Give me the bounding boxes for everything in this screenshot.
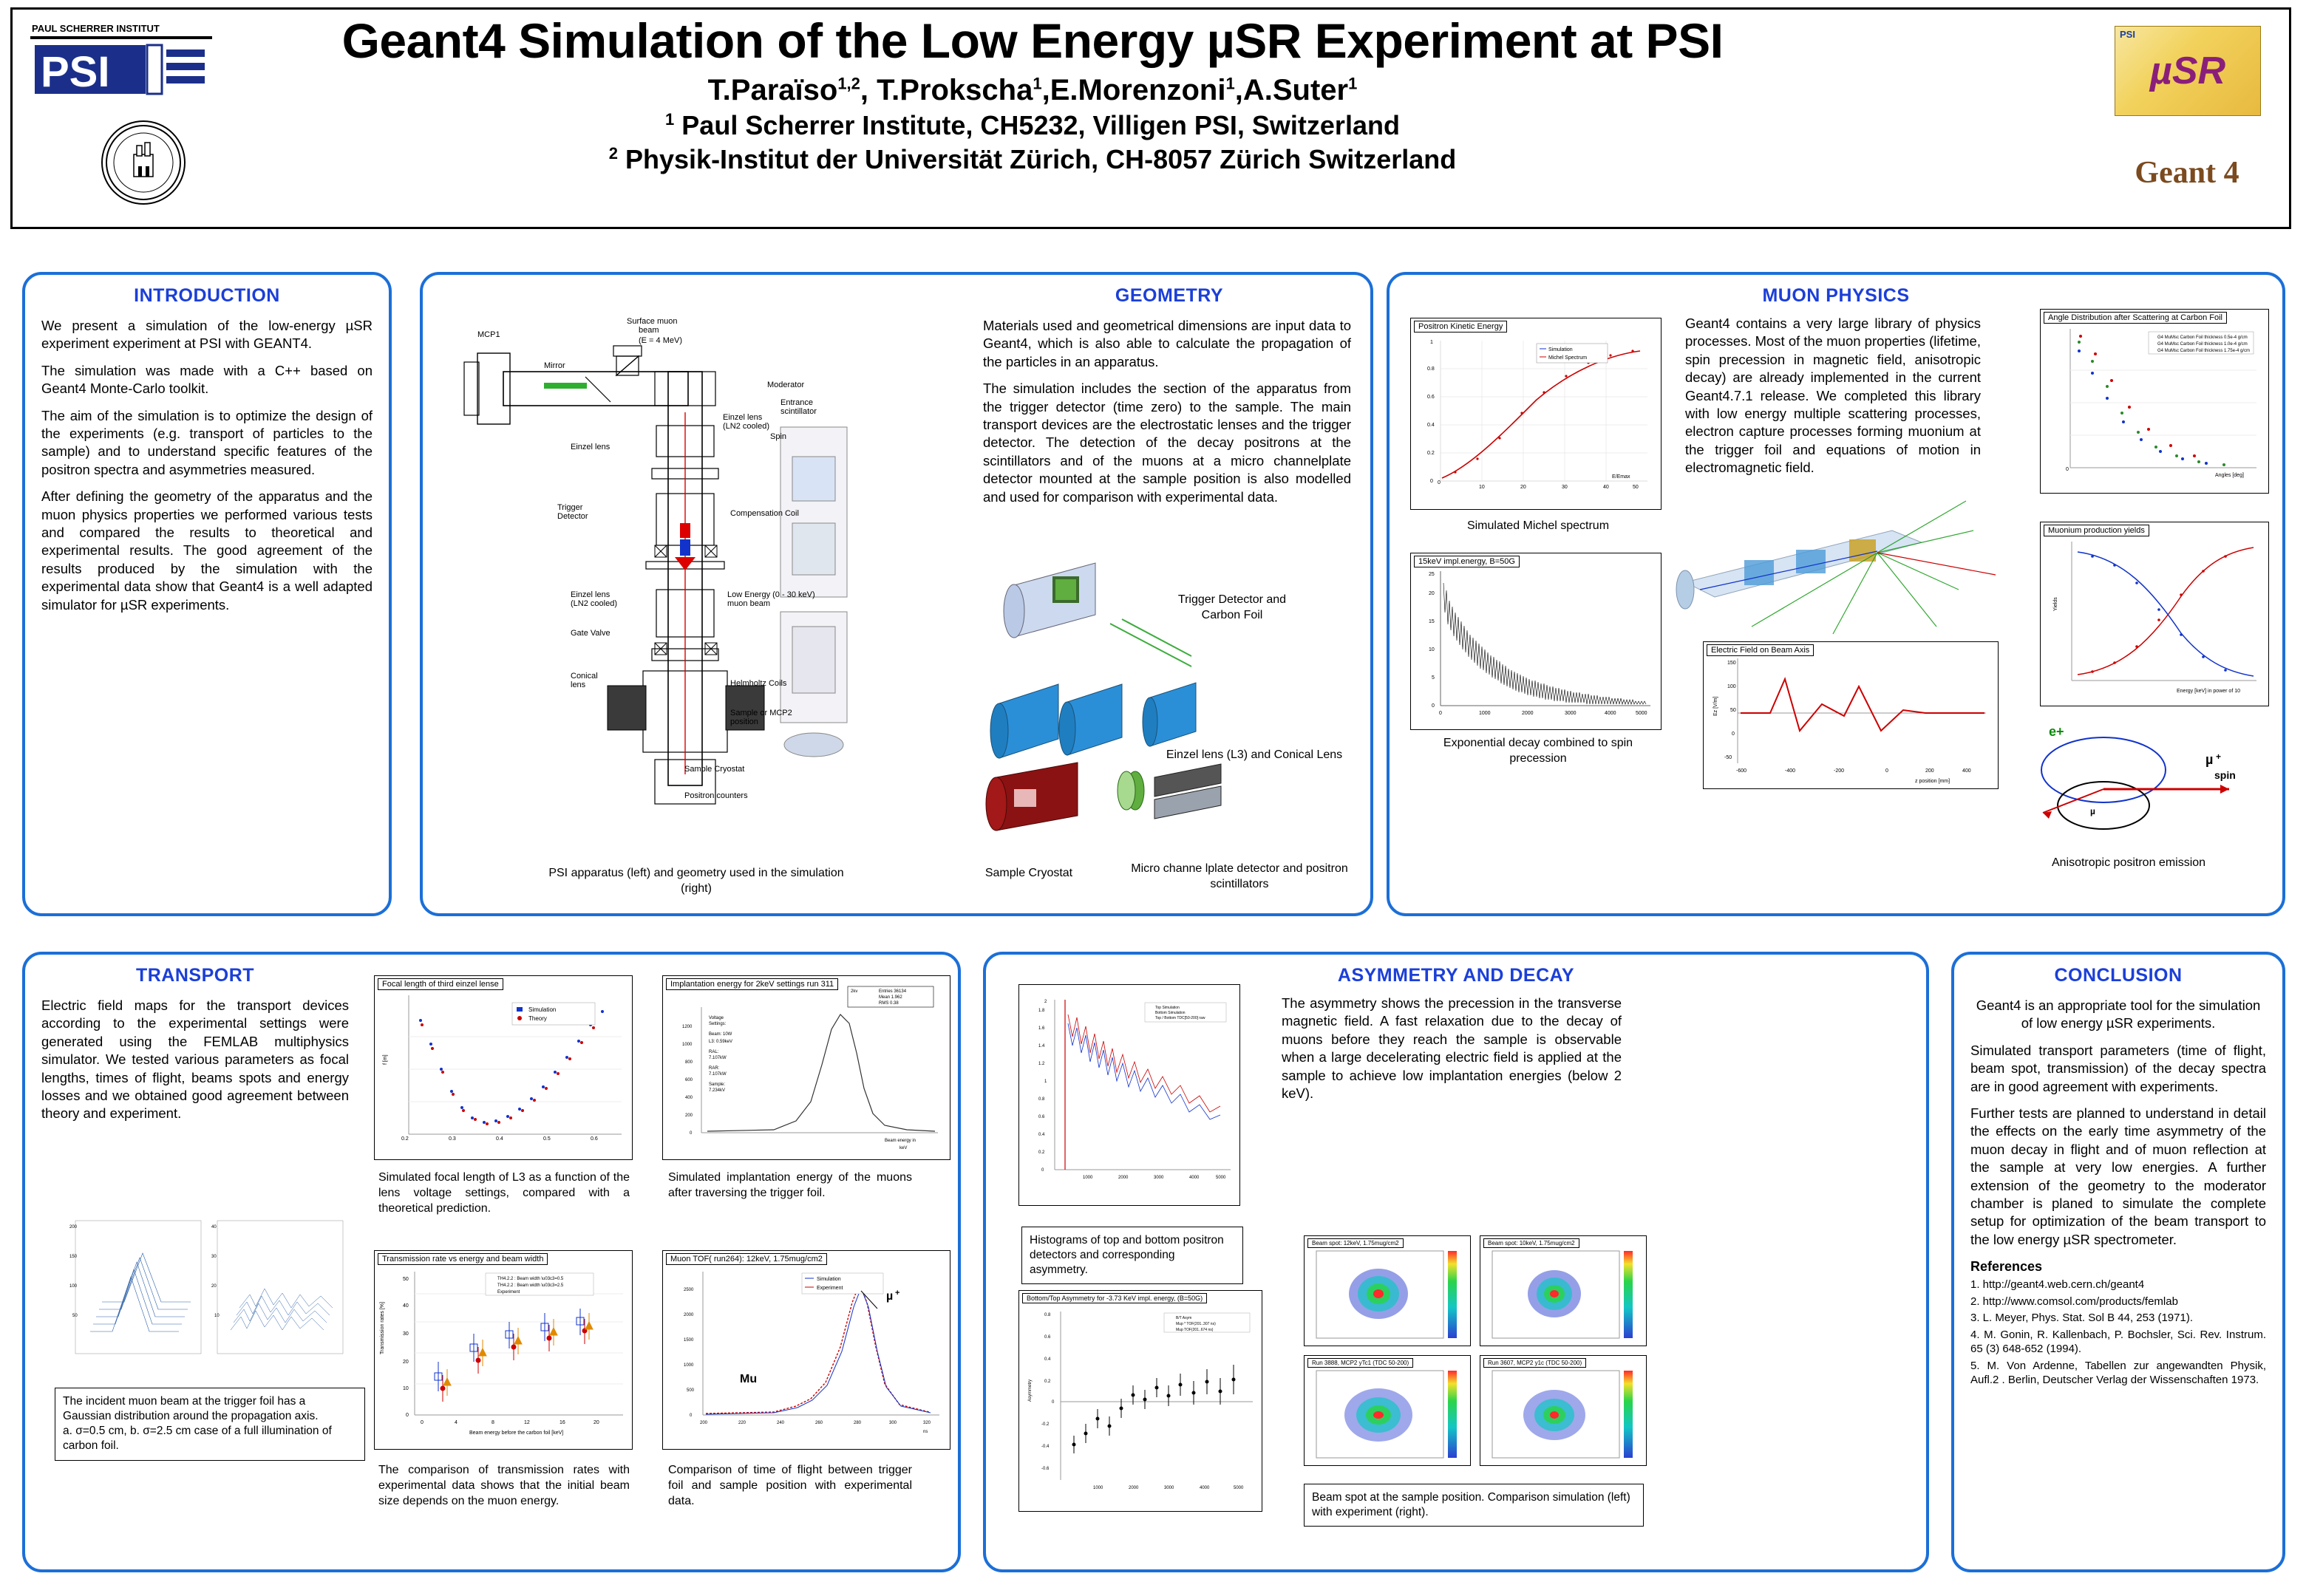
trigger-detector-caption: Trigger Detector and Carbon Foil bbox=[1177, 593, 1287, 621]
svg-text:260: 260 bbox=[815, 1421, 823, 1425]
svg-text:5000: 5000 bbox=[1234, 1486, 1244, 1490]
geometry-paragraph-2: The simulation includes the section of the apparatus from the trigger detector (time zero) to the sample. The main transport devices are the electrostatic lenses and the trigger detector. The detection of the decay positrons at the scintillators and of the muons at a micro channelplate detector mounted at the sample position is also modelled and used for comparison with experimental data. bbox=[983, 381, 1351, 505]
svg-text:Trigger: Trigger bbox=[557, 503, 583, 512]
svg-text:400: 400 bbox=[685, 1096, 693, 1100]
svg-text:PAUL SCHERRER INSTITUT: PAUL SCHERRER INSTITUT bbox=[32, 23, 160, 34]
svg-text:Beam energy before the carbon: Beam energy before the carbon foil [keV] bbox=[469, 1430, 564, 1436]
electric-field-title: Electric Field on Beam Axis bbox=[1707, 644, 1814, 656]
svg-text:20: 20 bbox=[211, 1284, 217, 1289]
svg-text:Surface muon: Surface muon bbox=[627, 317, 678, 326]
introduction-panel bbox=[22, 272, 392, 916]
muon-physics-panel bbox=[1387, 272, 2285, 916]
beamline-3d-tracks bbox=[1656, 486, 2003, 649]
svg-text:Gate Valve: Gate Valve bbox=[571, 629, 610, 638]
asymmetry-title: ASYMMETRY AND DECAY bbox=[1337, 965, 1575, 986]
svg-text:3000: 3000 bbox=[1164, 1486, 1174, 1490]
svg-text:0.8: 0.8 bbox=[1038, 1097, 1045, 1102]
svg-text:1000: 1000 bbox=[682, 1043, 693, 1047]
introduction-paragraph-3: The aim of the simulation is to optimize the design of the experiments (e.g. transport of particles to the sample) and to understand specific features of the positron spectra and asymmetries measured. bbox=[41, 407, 373, 477]
svg-text:7.234kV: 7.234kV bbox=[709, 1088, 726, 1093]
svg-text:10: 10 bbox=[214, 1314, 220, 1318]
svg-text:Ez [V/m]: Ez [V/m] bbox=[1713, 696, 1718, 716]
svg-text:Sample Cryostat: Sample Cryostat bbox=[684, 765, 745, 774]
svg-text:200: 200 bbox=[69, 1225, 78, 1230]
sample-cryostat-caption: Sample Cryostat bbox=[984, 867, 1073, 879]
beam-spot-caption: Beam spot at the sample position. Comparison simulation (left) with experiment (right). bbox=[1312, 1491, 1630, 1519]
asymmetry-paragraph: The asymmetry shows the precession in the transverse magnetic field. A fast relaxation due to the decay of muons before they reach the sample is observable when a large decelerating electric field is applied at the sample to achieve low implantation energies (below 2 keV). bbox=[1282, 995, 1622, 1102]
svg-text:0: 0 bbox=[1438, 480, 1441, 485]
apparatus-caption: PSI apparatus (left) and geometry used in the simulation (right) bbox=[548, 867, 844, 895]
svg-text:L3: 0.59keV: L3: 0.59keV bbox=[709, 1040, 733, 1044]
svg-text:Low Energy (0 - 30 keV): Low Energy (0 - 30 keV) bbox=[727, 590, 815, 599]
beam-spot-sim-10kev-title: Beam spot: 10keV, 1.75mug/cm2 bbox=[1483, 1238, 1579, 1248]
reference-item: 3. L. Meyer, Phys. Stat. Sol B 44, 253 (1971). bbox=[1970, 1312, 2193, 1325]
svg-text:2000: 2000 bbox=[1522, 711, 1534, 716]
conclusion-panel bbox=[1951, 952, 2285, 1572]
svg-text:Mu: Mu bbox=[740, 1373, 758, 1385]
svg-text:0: 0 bbox=[1052, 1400, 1055, 1405]
svg-text:Sample or MCP2: Sample or MCP2 bbox=[730, 709, 792, 717]
svg-text:0.5: 0.5 bbox=[543, 1136, 551, 1142]
svg-text:Einzel lens: Einzel lens bbox=[571, 443, 610, 451]
svg-text:300: 300 bbox=[889, 1421, 897, 1425]
svg-text:0: 0 bbox=[1432, 703, 1435, 709]
svg-text:PSI: PSI bbox=[41, 48, 110, 96]
svg-text:3000: 3000 bbox=[1565, 711, 1577, 716]
svg-text:0.6: 0.6 bbox=[1427, 395, 1435, 400]
svg-text:+: + bbox=[2216, 751, 2222, 762]
svg-text:1000: 1000 bbox=[1083, 1176, 1093, 1180]
svg-text:Entrance: Entrance bbox=[780, 398, 814, 407]
introduction-paragraph-1: We present a simulation of the low-energy µSR experiment experiment at PSI with GEANT4. bbox=[41, 318, 373, 352]
reference-item: 5. M. Von Ardenne, Tabellen zur angewandten Physik, Aufl.2 . Berlin, Deutscher Verlag der Wissenschaften 1973. bbox=[1970, 1359, 2266, 1387]
svg-text:-0.6: -0.6 bbox=[1041, 1467, 1050, 1471]
svg-text:0.6: 0.6 bbox=[591, 1136, 598, 1142]
svg-text:0.4: 0.4 bbox=[1044, 1357, 1051, 1362]
musr-logo bbox=[2115, 26, 2261, 116]
geometry-paragraph-1: Materials used and geometrical dimensions are input data to Geant4, which is also able to calculate the propagation of the particles in an apparatus. bbox=[983, 318, 1351, 369]
geometry-title: GEOMETRY bbox=[1115, 285, 1224, 306]
svg-text:Entries 36134: Entries 36134 bbox=[879, 989, 907, 994]
svg-text:2000: 2000 bbox=[1129, 1486, 1139, 1490]
svg-text:Mean 1.962: Mean 1.962 bbox=[879, 995, 902, 1000]
svg-text:50: 50 bbox=[1730, 708, 1736, 713]
conclusion-title: CONCLUSION bbox=[2054, 965, 2183, 986]
title-block bbox=[264, 13, 1801, 175]
svg-text:TH4.2.2 : Beam width \u03c3=0.: TH4.2.2 : Beam width \u03c3=0.5 bbox=[497, 1277, 564, 1281]
svg-text:Energy [keV] in power of 10: Energy [keV] in power of 10 bbox=[2177, 689, 2240, 694]
beam-spot-exp-3607-title: Run 3607, MCP2 y1c (TDC 50-200) bbox=[1483, 1358, 1586, 1368]
svg-text:0.4: 0.4 bbox=[1427, 423, 1435, 428]
apparatus-schematic bbox=[433, 301, 950, 863]
beam-spot-exp-3888-title: Run 3888, MCP2 yTc1 (TDC 50-200) bbox=[1307, 1358, 1413, 1368]
svg-text:Theory: Theory bbox=[528, 1015, 547, 1022]
svg-text:400: 400 bbox=[1962, 768, 1971, 774]
svg-text:RAL:: RAL: bbox=[709, 1050, 719, 1054]
svg-text:30: 30 bbox=[211, 1255, 217, 1259]
svg-text:40: 40 bbox=[211, 1225, 217, 1230]
svg-text:0: 0 bbox=[1439, 711, 1442, 716]
beam-spot-sim-12kev bbox=[1304, 1235, 1471, 1346]
svg-text:150: 150 bbox=[1727, 661, 1736, 666]
svg-text:Settings:: Settings: bbox=[709, 1022, 727, 1026]
svg-text:0: 0 bbox=[1041, 1168, 1044, 1173]
svg-text:G4 MuMsc Carbon Foil thickness: G4 MuMsc Carbon Foil thickness 0.5e-4 g/cm bbox=[2157, 335, 2248, 340]
geant4-logo: Geant 4 bbox=[2135, 156, 2239, 190]
svg-text:10: 10 bbox=[1479, 485, 1485, 490]
svg-text:Simulation: Simulation bbox=[528, 1006, 557, 1013]
svg-text:Conical: Conical bbox=[571, 672, 598, 681]
focal-length-plot bbox=[374, 975, 633, 1160]
svg-text:-0.4: -0.4 bbox=[1041, 1445, 1050, 1449]
electric-field-plot bbox=[1703, 641, 1999, 789]
beam-spot-sim-12kev-title: Beam spot: 12keV, 1.75mug/cm2 bbox=[1307, 1238, 1404, 1248]
svg-text:-200: -200 bbox=[1834, 768, 1845, 774]
svg-text:0.3: 0.3 bbox=[449, 1136, 456, 1142]
implantation-energy-plot bbox=[662, 975, 950, 1160]
top-bottom-histogram bbox=[1018, 984, 1240, 1206]
svg-text:-0.2: -0.2 bbox=[1041, 1422, 1050, 1427]
svg-text:0.2: 0.2 bbox=[1427, 451, 1435, 456]
implantation-energy-title: Implantation energy for 2keV settings run 311 bbox=[666, 978, 838, 990]
beam-spot-caption-box bbox=[1304, 1484, 1644, 1527]
svg-text:RAR:: RAR: bbox=[709, 1066, 720, 1071]
svg-text:0.8: 0.8 bbox=[1044, 1313, 1051, 1317]
svg-text:100: 100 bbox=[69, 1284, 78, 1289]
exponential-decay-title: 15keV impl.energy, B=50G bbox=[1414, 556, 1520, 567]
svg-text:Beam: 10W: Beam: 10W bbox=[709, 1032, 732, 1037]
svg-text:-400: -400 bbox=[1785, 768, 1796, 774]
svg-text:Einzel lens: Einzel lens bbox=[723, 413, 763, 422]
reference-item: 2. http://www.comsol.com/products/femlab bbox=[1970, 1295, 2178, 1308]
svg-text:0: 0 bbox=[1430, 479, 1433, 484]
positron-kinetic-energy-title: Positron Kinetic Energy bbox=[1414, 321, 1507, 332]
gaussian-note-box bbox=[55, 1388, 365, 1461]
positron-kinetic-energy-plot bbox=[1410, 318, 1662, 510]
svg-text:5000: 5000 bbox=[1636, 711, 1647, 716]
histogram-caption: Histograms of top and bottom positron detectors and corresponding asymmetry. bbox=[1030, 1234, 1224, 1277]
svg-text:500: 500 bbox=[687, 1388, 695, 1393]
affiliation-1: $^1$ Paul Scherrer Institute, CH5232, Villigen PSI, Switzerland bbox=[665, 110, 1400, 141]
svg-text:Beam energy in: Beam energy in bbox=[885, 1139, 916, 1143]
svg-text:e+: e+ bbox=[2049, 724, 2064, 739]
conclusion-paragraph-1: Geant4 is an appropriate tool for the simulation of low energy µSR experiments. bbox=[1976, 998, 2261, 1031]
svg-text:50: 50 bbox=[403, 1277, 409, 1282]
svg-text:-600: -600 bbox=[1736, 768, 1747, 774]
angle-distribution-plot bbox=[2040, 309, 2269, 494]
svg-text:1.6: 1.6 bbox=[1038, 1026, 1045, 1031]
svg-text:0: 0 bbox=[1732, 732, 1735, 737]
svg-text:2000: 2000 bbox=[684, 1313, 694, 1317]
page-title: Geant4 Simulation of the Low Energy µSR Experiment at PSI bbox=[341, 13, 1724, 68]
svg-text:0: 0 bbox=[690, 1131, 693, 1136]
svg-text:1000: 1000 bbox=[684, 1363, 694, 1368]
svg-text:(LN2 cooled): (LN2 cooled) bbox=[723, 422, 769, 431]
svg-text:Yields: Yields bbox=[2053, 597, 2058, 611]
svg-text:µ: µ bbox=[2205, 752, 2214, 767]
svg-text:2000: 2000 bbox=[1118, 1176, 1129, 1180]
svg-text:1000: 1000 bbox=[1093, 1486, 1103, 1490]
svg-text:0.4: 0.4 bbox=[1038, 1133, 1045, 1137]
musr-logo-psi-tag: PSI bbox=[2120, 29, 2135, 40]
svg-text:1: 1 bbox=[1430, 340, 1433, 345]
beam-spot-sim-10kev bbox=[1480, 1235, 1647, 1346]
svg-text:16: 16 bbox=[560, 1420, 565, 1425]
svg-text:RMS 0.38: RMS 0.38 bbox=[879, 1001, 899, 1006]
svg-text:200: 200 bbox=[700, 1421, 708, 1425]
transport-paragraph: Electric field maps for the transport devices according to the experimental settings were generated using the FEMLAB multiphysics simulator. We tested various parameters as focal lengths, times of flight, beams spots and energy losses and we obtained good agreement between theory and experiment. bbox=[41, 998, 349, 1122]
svg-text:Compensation Coil: Compensation Coil bbox=[730, 509, 799, 518]
reference-item: 1. http://geant4.web.cern.ch/geant4 bbox=[1970, 1278, 2145, 1292]
svg-text:Simulation: Simulation bbox=[817, 1277, 841, 1282]
svg-text:30: 30 bbox=[1562, 485, 1568, 490]
muon-physics-title: MUON PHYSICS bbox=[1762, 285, 1910, 306]
geometry-panel bbox=[420, 272, 1373, 916]
svg-text:2500: 2500 bbox=[684, 1288, 694, 1292]
svg-text:Experiment: Experiment bbox=[817, 1286, 843, 1291]
svg-text:40: 40 bbox=[1603, 485, 1609, 490]
svg-text:lens: lens bbox=[571, 681, 586, 689]
reference-item: 4. M. Gonin, R. Kallenbach, P. Bochsler, Sci. Rev. Instrum. 65 (3) 648-652 (1994). bbox=[1970, 1328, 2266, 1356]
svg-text:20: 20 bbox=[1429, 591, 1435, 596]
svg-text:0.2: 0.2 bbox=[1044, 1380, 1051, 1384]
exponential-decay-plot bbox=[1410, 553, 1662, 730]
svg-text:Helmholtz Coils: Helmholtz Coils bbox=[730, 679, 787, 688]
svg-text:5000: 5000 bbox=[1216, 1176, 1226, 1180]
svg-text:1200: 1200 bbox=[682, 1025, 693, 1029]
svg-text:beam: beam bbox=[639, 326, 659, 335]
svg-text:Angles [deg]: Angles [deg] bbox=[2215, 473, 2244, 478]
svg-text:B/T Asym: B/T Asym bbox=[1176, 1316, 1192, 1320]
focal-length-title: Focal length of third einzel lense bbox=[378, 978, 503, 990]
beam-spot-exp-3888 bbox=[1304, 1355, 1471, 1466]
svg-text:0.6: 0.6 bbox=[1044, 1335, 1051, 1340]
histogram-caption-box bbox=[1021, 1227, 1243, 1284]
svg-text:3000: 3000 bbox=[1154, 1176, 1164, 1180]
tof-caption: Comparison of time of flight between trigger foil and sample position with experimental data. bbox=[668, 1464, 912, 1507]
svg-text:220: 220 bbox=[738, 1421, 746, 1425]
svg-text:0.8: 0.8 bbox=[1427, 366, 1435, 372]
svg-text:0.2: 0.2 bbox=[1038, 1150, 1045, 1155]
transmission-rate-plot bbox=[374, 1250, 633, 1450]
einzel-lens-caption: Einzel lens (L3) and Conical Lens bbox=[1166, 748, 1343, 761]
svg-text:0: 0 bbox=[2066, 467, 2069, 472]
svg-text:+: + bbox=[895, 1289, 900, 1297]
svg-text:200: 200 bbox=[1925, 768, 1934, 774]
anisotropic-emission-caption: Anisotropic positron emission bbox=[2051, 856, 2206, 869]
focal-length-caption: Simulated focal length of L3 as a function of the lens voltage settings, compared with a theoretical prediction. bbox=[378, 1171, 630, 1215]
svg-text:12: 12 bbox=[524, 1420, 530, 1425]
svg-text:280: 280 bbox=[854, 1421, 862, 1425]
svg-text:40: 40 bbox=[403, 1303, 409, 1309]
svg-text:Einzel lens: Einzel lens bbox=[571, 590, 610, 599]
svg-text:Simulation: Simulation bbox=[1548, 347, 1573, 352]
svg-text:Sample:: Sample: bbox=[709, 1082, 726, 1087]
svg-text:Top Simulation: Top Simulation bbox=[1155, 1006, 1180, 1010]
anisotropic-emission-diagram bbox=[2007, 718, 2259, 866]
svg-text:G4 MuMsc Carbon Foil thickness: G4 MuMsc Carbon Foil thickness 1.75e-4 g/cm bbox=[2157, 349, 2251, 353]
asymmetry-panel bbox=[983, 952, 1929, 1572]
muon-tof-plot bbox=[662, 1250, 950, 1450]
svg-text:4000: 4000 bbox=[1605, 711, 1616, 716]
svg-text:2: 2 bbox=[1044, 1000, 1047, 1004]
transport-title: TRANSPORT bbox=[135, 965, 255, 986]
svg-text:50: 50 bbox=[72, 1314, 78, 1318]
gaussian-beam-surfaces bbox=[61, 1206, 356, 1376]
svg-text:Michel Spectrum: Michel Spectrum bbox=[1548, 355, 1588, 361]
svg-text:position: position bbox=[730, 717, 758, 726]
svg-text:50: 50 bbox=[1633, 485, 1639, 490]
svg-text:0.4: 0.4 bbox=[496, 1136, 503, 1142]
svg-text:Mirror: Mirror bbox=[544, 361, 565, 370]
svg-text:µ: µ bbox=[2090, 806, 2095, 816]
svg-text:spin: spin bbox=[2214, 769, 2236, 781]
svg-text:0.6: 0.6 bbox=[1038, 1115, 1045, 1119]
svg-text:Mup TOF(201..674 ns): Mup TOF(201..674 ns) bbox=[1176, 1328, 1214, 1332]
svg-text:(E = 4 MeV): (E = 4 MeV) bbox=[639, 336, 682, 345]
transmission-rate-title: Transmission rate vs energy and beam width bbox=[378, 1253, 548, 1265]
svg-text:20: 20 bbox=[1520, 485, 1526, 490]
musr-logo-text: µSR bbox=[2149, 50, 2226, 92]
svg-text:25: 25 bbox=[1429, 572, 1435, 577]
svg-text:800: 800 bbox=[685, 1060, 693, 1065]
mcp-caption: Micro channe lplate detector and positron scintillators bbox=[1131, 862, 1348, 890]
svg-text:scintillator: scintillator bbox=[780, 407, 817, 416]
svg-text:E/Emax: E/Emax bbox=[1612, 474, 1630, 480]
svg-text:4: 4 bbox=[455, 1420, 458, 1425]
transport-panel bbox=[22, 952, 961, 1572]
poster-header bbox=[10, 7, 2291, 229]
svg-text:TH4.2.2 : Beam width \u03c3=2.: TH4.2.2 : Beam width \u03c3=2.5 bbox=[497, 1283, 564, 1288]
svg-text:8: 8 bbox=[492, 1420, 494, 1425]
svg-text:Positron counters: Positron counters bbox=[684, 791, 748, 800]
svg-text:1500: 1500 bbox=[684, 1338, 694, 1343]
decay-precession-caption: Exponential decay combined to spin precession bbox=[1443, 737, 1633, 765]
svg-text:Top / Bottom TDC[50-200] raw: Top / Bottom TDC[50-200] raw bbox=[1155, 1016, 1205, 1020]
svg-text:-50: -50 bbox=[1724, 755, 1732, 760]
svg-text:5: 5 bbox=[1432, 675, 1435, 681]
asymmetry-plot-title: Bottom/Top Asymmetry for -3.73 KeV impl. energy, (B=50G) bbox=[1022, 1293, 1207, 1303]
svg-text:keV: keV bbox=[899, 1146, 908, 1150]
svg-text:Voltage: Voltage bbox=[709, 1016, 724, 1020]
angle-distribution-title: Angle Distribution after Scattering at Carbon Foil bbox=[2044, 312, 2227, 324]
introduction-paragraph-2: The simulation was made with a C++ based on Geant4 Monte-Carlo toolkit. bbox=[41, 362, 373, 397]
conclusion-paragraph-2: Simulated transport parameters (time of flight, beam spot, transmission) of the decay spectra are in good agreement with experiments. bbox=[1970, 1042, 2266, 1094]
authors-line: T.Paraïso$^{1,2}$, T.Prokscha$^1$,E.Morenzoni$^1$,A.Suter$^1$ bbox=[707, 74, 1358, 107]
introduction-title: INTRODUCTION bbox=[134, 285, 280, 306]
svg-text:1.8: 1.8 bbox=[1038, 1009, 1045, 1013]
svg-text:G4 MuMsc Carbon Foil thickness: G4 MuMsc Carbon Foil thickness 1.0e-4 g/cm bbox=[2157, 342, 2248, 347]
implantation-energy-caption: Simulated implantation energy of the muons after traversing the trigger foil. bbox=[668, 1171, 912, 1199]
svg-text:10: 10 bbox=[403, 1386, 409, 1391]
svg-text:20: 20 bbox=[403, 1360, 409, 1365]
transmission-caption: The comparison of transmission rates with experimental data shows that the initial beam size depends on the muon energy. bbox=[378, 1464, 630, 1507]
svg-text:10: 10 bbox=[1429, 647, 1435, 652]
muon-physics-paragraph: Geant4 contains a very large library of physics processes. Most of the muon properties (lifetime, spin precession in magnetic field, anisotropic decay) are already implemented in the current Geant4.7.1 release. We completed this library with low energy multiple scattering processes, electron capture processes forming muonium at the trigger foil and equations of motion in electromagnetic field. bbox=[1685, 316, 1981, 476]
svg-text:0: 0 bbox=[690, 1413, 693, 1418]
svg-text:0.2: 0.2 bbox=[401, 1136, 409, 1142]
svg-text:f [m]: f [m] bbox=[383, 1054, 388, 1065]
svg-text:4000: 4000 bbox=[1189, 1176, 1200, 1180]
svg-text:0: 0 bbox=[406, 1413, 409, 1418]
conclusion-paragraph-3: Further tests are planned to understand in detail the effects on the early time asymmetry of the muon decay in flight and of muon reflection at the sample at very low energies. A further extension of the geometry to the moderator chamber is planed to simulate the complete setup for optimization of the beam transport to the low energy µSR spectrometer. bbox=[1970, 1105, 2266, 1247]
references-title: References bbox=[1970, 1259, 2043, 1275]
svg-text:600: 600 bbox=[685, 1078, 693, 1082]
svg-text:Asymmetry: Asymmetry bbox=[1028, 1380, 1033, 1402]
svg-text:Detector: Detector bbox=[557, 512, 588, 521]
gaussian-note-text: The incident muon beam at the trigger foil has a Gaussian distribution around the propagation axis. a. σ=0.5 cm, b. σ=2.5 cm case of a full illumination of carbon foil. bbox=[63, 1395, 332, 1453]
svg-text:20: 20 bbox=[593, 1420, 599, 1425]
svg-text:0: 0 bbox=[421, 1420, 424, 1425]
svg-text:(LN2 cooled): (LN2 cooled) bbox=[571, 599, 617, 608]
svg-text:muon beam: muon beam bbox=[727, 599, 771, 608]
svg-text:100: 100 bbox=[1727, 684, 1736, 689]
svg-text:Moderator: Moderator bbox=[767, 381, 805, 389]
svg-text:4000: 4000 bbox=[1200, 1486, 1210, 1490]
svg-text:7.107kW: 7.107kW bbox=[709, 1072, 727, 1077]
svg-text:1000: 1000 bbox=[1479, 711, 1491, 716]
svg-text:Spin: Spin bbox=[770, 432, 787, 441]
affiliation-2: $^2$ Physik-Institut der Universität Zürich, CH-8057 Zürich Switzerland bbox=[608, 144, 1457, 175]
svg-text:1.2: 1.2 bbox=[1038, 1062, 1045, 1066]
michel-spectrum-caption: Simulated Michel spectrum bbox=[1466, 519, 1610, 532]
svg-text:240: 240 bbox=[777, 1421, 785, 1425]
svg-text:30: 30 bbox=[403, 1331, 409, 1337]
svg-text:150: 150 bbox=[69, 1255, 78, 1259]
svg-text:Transmission rates [%]: Transmission rates [%] bbox=[380, 1302, 385, 1354]
svg-text:Mup * TOF(201..307 ns): Mup * TOF(201..307 ns) bbox=[1176, 1322, 1216, 1326]
muonium-yields-title: Muonium production yields bbox=[2044, 525, 2149, 536]
svg-text:µ: µ bbox=[886, 1290, 894, 1303]
svg-text:1.4: 1.4 bbox=[1038, 1044, 1045, 1048]
beam-spot-exp-3607 bbox=[1480, 1355, 1647, 1466]
svg-text:320: 320 bbox=[923, 1421, 931, 1425]
svg-text:200: 200 bbox=[685, 1114, 693, 1118]
svg-text:7.107kW: 7.107kW bbox=[709, 1056, 727, 1060]
svg-text:z position [mm]: z position [mm] bbox=[1915, 779, 1950, 784]
muon-tof-title: Muon TOF( run264): 12keV, 1.75mug/cm2 bbox=[666, 1253, 827, 1265]
svg-text:1: 1 bbox=[1044, 1080, 1047, 1084]
muonium-yields-plot bbox=[2040, 522, 2269, 706]
asymmetry-plot bbox=[1018, 1290, 1262, 1512]
svg-text:Experiment: Experiment bbox=[497, 1290, 520, 1295]
introduction-paragraph-4: After defining the geometry of the apparatus and the muon physics properties we performed various tests and compared the results to theoretical and experimental results. The good agreement of the results produced by the simulation with the experimental data show that Geant4 is a well adapted simulator for µSR experiments. bbox=[41, 488, 373, 613]
svg-text:MCP1: MCP1 bbox=[477, 330, 500, 339]
psi-logo bbox=[29, 20, 214, 116]
university-zurich-seal bbox=[101, 120, 186, 205]
svg-text:0: 0 bbox=[1885, 768, 1888, 774]
svg-text:15: 15 bbox=[1429, 619, 1435, 624]
svg-text:Bottom Simulation: Bottom Simulation bbox=[1155, 1011, 1186, 1015]
svg-text:ns: ns bbox=[923, 1430, 928, 1434]
svg-text:2kv: 2kv bbox=[851, 989, 858, 994]
